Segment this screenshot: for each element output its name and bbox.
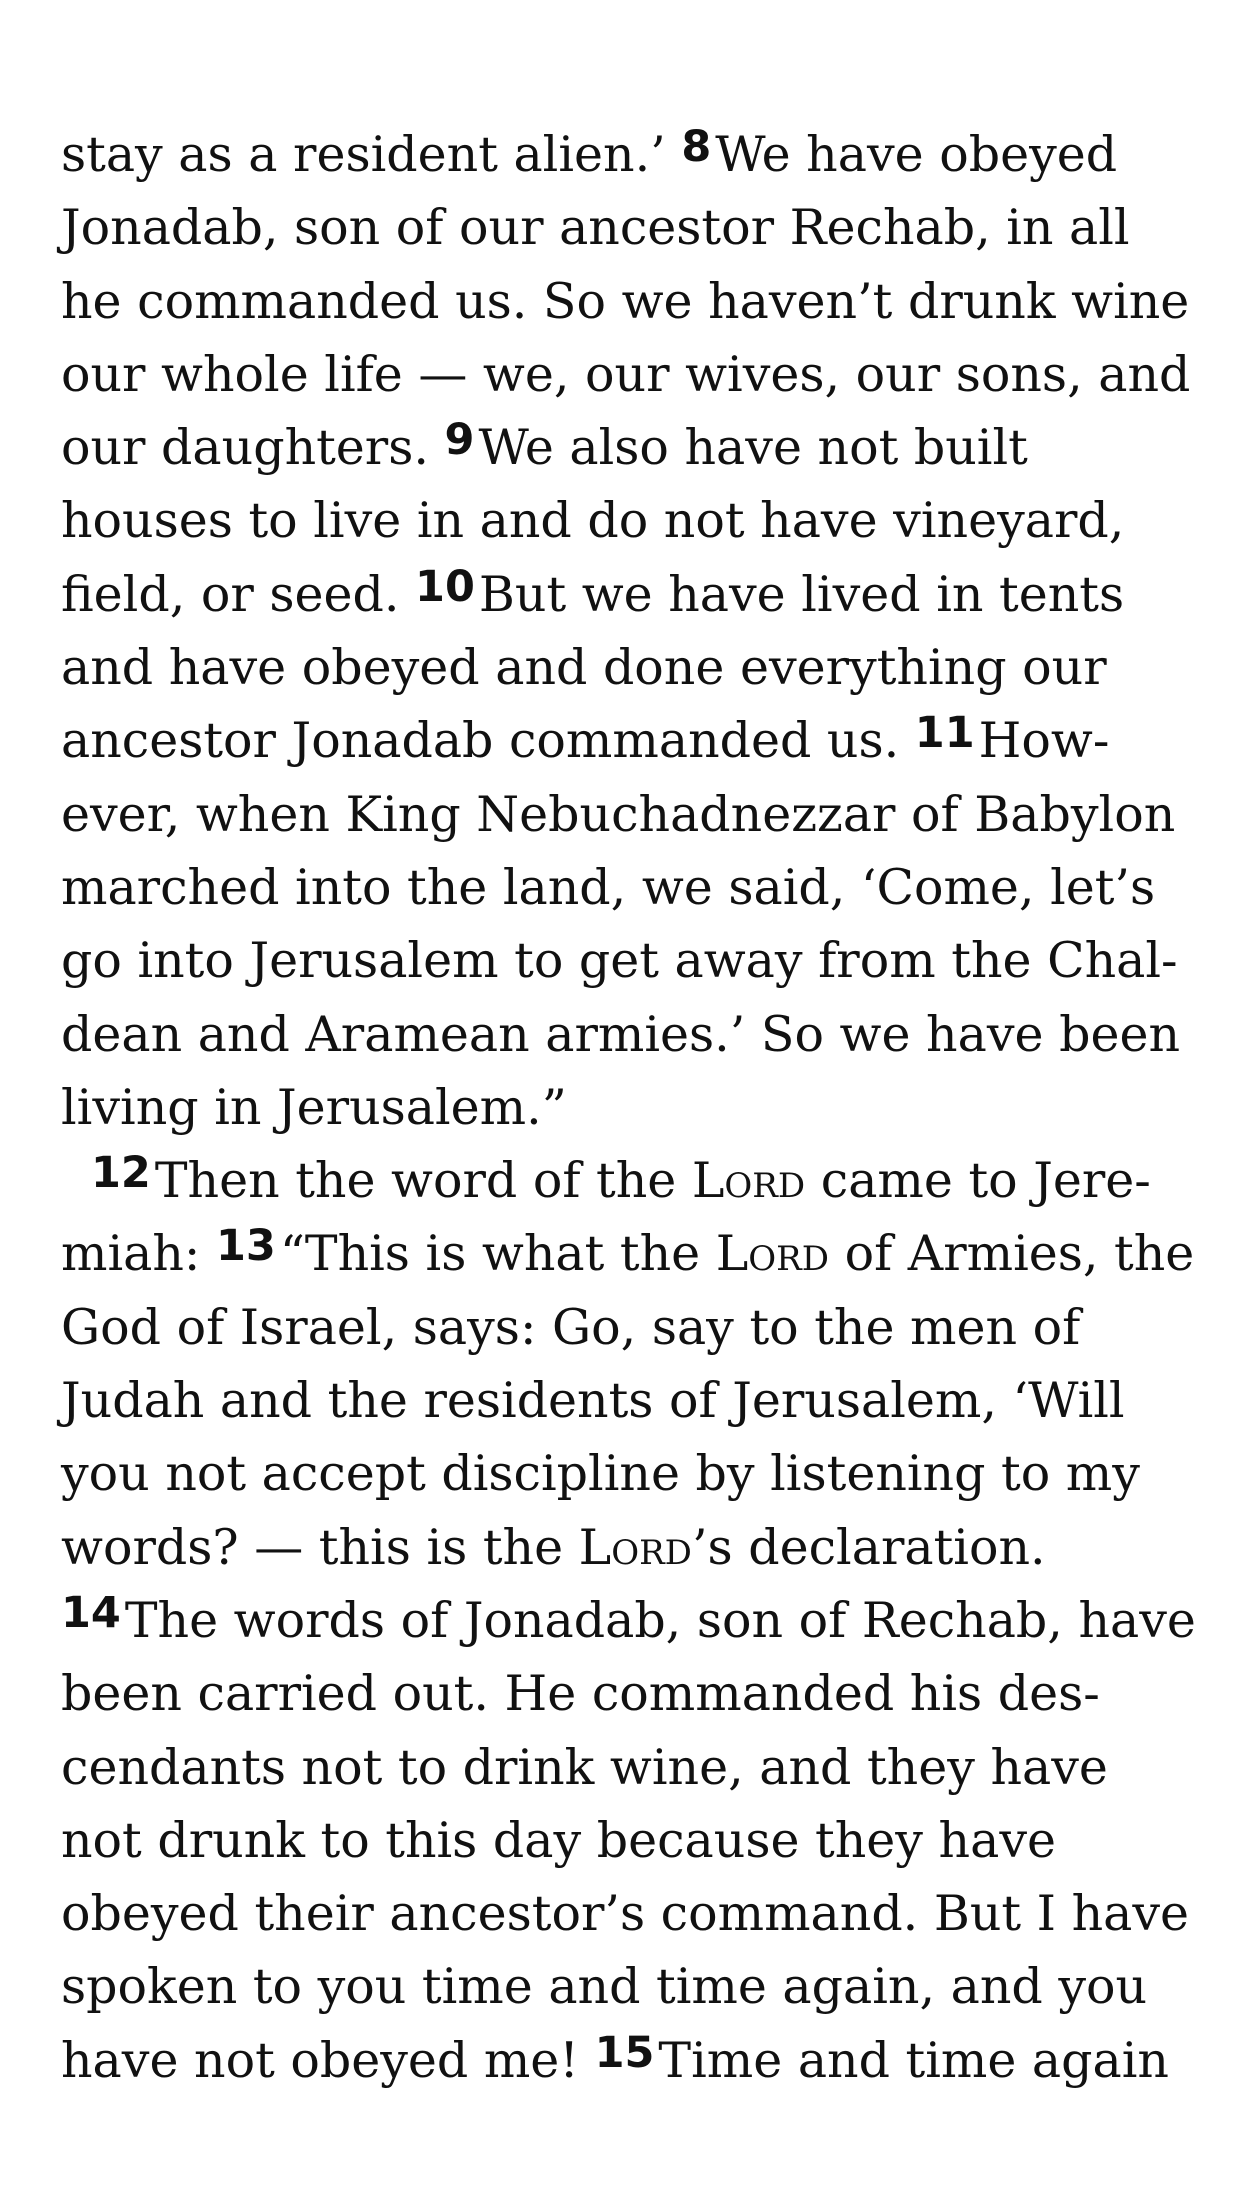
text-run: However, when King Nebuchadnezzar of Babylon marched into the land, we said, ‘Come, let’s go into Jerusalem to get away from the Chaldean and Aramean armies.’ So we have been living in Jerusalem.” xyxy=(61,712,1181,1136)
verse-number: 15 xyxy=(594,2027,655,2078)
divine-name: Lord xyxy=(578,1518,692,1576)
text-run: The words of Jonadab, son of Rechab, have been carried out. He commanded his descendants not to drink wine, and they have not drunk to this day because they have obeyed their ancestor’s command. But I have spoken to you time and time again, and you have not obeyed me! xyxy=(61,1591,1196,2089)
text-run: Then the word of the xyxy=(154,1152,692,1210)
text-run: ’s declaration. xyxy=(691,1518,1046,1576)
verse-number: 11 xyxy=(914,708,975,759)
text-run: stay as a resident alien.’ xyxy=(61,126,682,183)
text-run: Time and time again xyxy=(658,2031,1169,2089)
verse-number: 9 xyxy=(444,415,475,466)
text-run: came to Jeremiah: xyxy=(61,1152,1151,1283)
text-run: We also have not built houses to live in and do not have vineyard, field, or seed. xyxy=(61,419,1125,623)
reader-page xyxy=(61,118,1201,2097)
divine-name: Lord xyxy=(715,1225,830,1283)
paragraph-verses-7-11 xyxy=(61,118,1201,1144)
text-run: of Armies, the God of Israel, says: Go, say to the men of Judah and the residents of Jerusalem, ‘Will you not accept discipline by listening to my words? — this is the xyxy=(61,1225,1195,1576)
text-run: We have obeyed Jonadab, son of our ancestor Rechab, in all he commanded us. So we haven’t drunk wine our whole life — we, our wives, our sons, and our daughters. xyxy=(61,126,1191,477)
verse-number: 12 xyxy=(91,1148,151,1199)
text-run: “This is what the xyxy=(279,1225,716,1283)
divine-name: Lord xyxy=(691,1152,806,1210)
verse-number: 8 xyxy=(681,122,712,172)
text-run: But we have lived in tents and have obeyed and done everything our ancestor Jonadab commanded us. xyxy=(61,565,1125,770)
verse-number: 10 xyxy=(415,561,475,612)
verse-number: 13 xyxy=(216,1221,276,1272)
paragraph-verses-12-15 xyxy=(61,1144,1201,2097)
verse-number: 14 xyxy=(61,1587,121,1638)
